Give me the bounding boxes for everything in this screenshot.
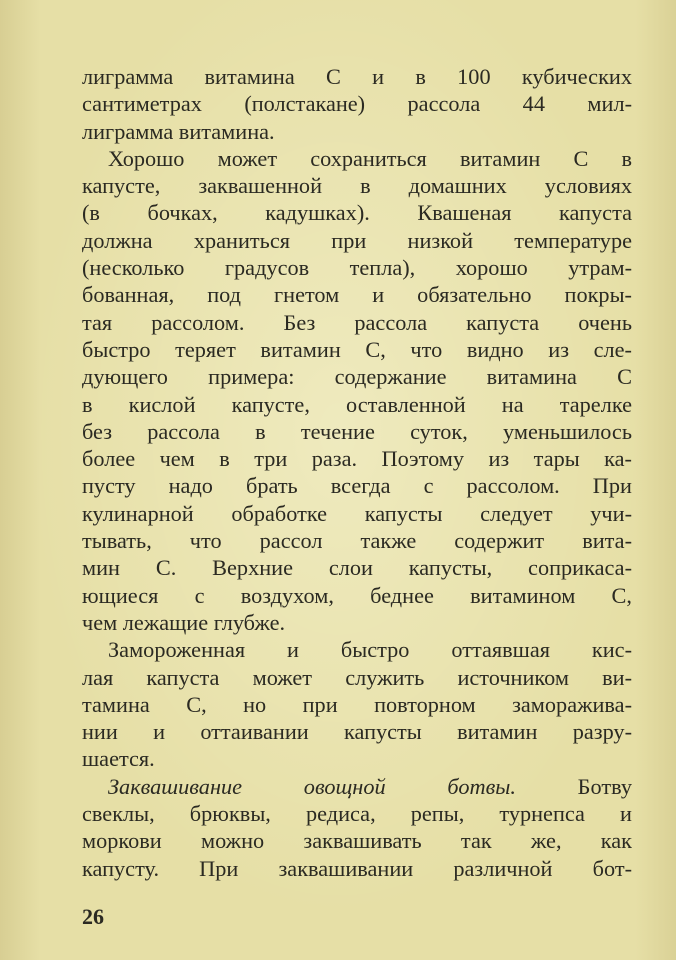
text-line: тая рассолом. Без рассола капуста очень — [82, 309, 632, 335]
text-line: лая капуста может служить источником ви- — [82, 664, 632, 690]
text-line: мин С. Верхние слои капусты, соприкаса- — [82, 555, 632, 581]
text-line: шается. — [82, 746, 155, 772]
text-line: в кислой капусте, оставленной на тарелке — [82, 391, 632, 417]
body-text — [82, 63, 632, 882]
text-line: Хорошо может сохраниться витамин С в — [108, 145, 632, 171]
text-line: моркови можно заквашивать так же, как — [82, 828, 632, 854]
heading-continuation: Ботву — [577, 773, 632, 799]
section-heading-line — [82, 773, 632, 800]
page-number: 26 — [82, 904, 104, 929]
text-line: сантиметрах (полстакане) рассола 44 мил- — [82, 91, 632, 117]
text-line: нии и оттаивании капусты витамин разру- — [82, 719, 632, 745]
text-line: чем лежащие глубже. — [82, 609, 286, 635]
text-line: пусту надо брать всегда с рассолом. При — [82, 473, 632, 499]
text-line: бованная, под гнетом и обязательно покры- — [82, 282, 632, 308]
text-line: дующего примера: содержание витамина С — [82, 364, 632, 390]
text-line: (несколько градусов тепла), хорошо утрам- — [82, 255, 632, 281]
text-line: Замороженная и быстро оттаявшая кис- — [108, 637, 632, 663]
text-line: капусту. При заквашивании различной бот- — [82, 855, 632, 881]
text-line: (в бочках, кадушках). Квашеная капуста — [82, 200, 632, 226]
text-line: кулинарной обработке капусты следует учи- — [82, 500, 632, 526]
text-line: быстро теряет витамин С, что видно из сле- — [82, 336, 632, 362]
text-line: капусте, заквашенной в домашних условиях — [82, 173, 632, 199]
text-line: должна храниться при низкой температуре — [82, 227, 632, 253]
text-line: без рассола в течение суток, уменьшилось — [82, 418, 632, 444]
text-line: тывать, что рассол также содержит вита- — [82, 528, 632, 554]
text-line: лиграмма витамина. — [82, 118, 275, 144]
text-line: более чем в три раза. Поэтому из тары ка- — [82, 446, 632, 472]
section-heading: Заквашивание овощной ботвы. — [108, 773, 516, 799]
text-line: свеклы, брюквы, редиса, репы, турнепса и — [82, 801, 632, 827]
text-line: тамина С, но при повторном заморажива- — [82, 691, 632, 717]
text-line: лиграмма витамина С и в 100 кубических — [82, 64, 632, 89]
text-line: ющиеся с воздухом, беднее витамином С, — [82, 582, 632, 608]
